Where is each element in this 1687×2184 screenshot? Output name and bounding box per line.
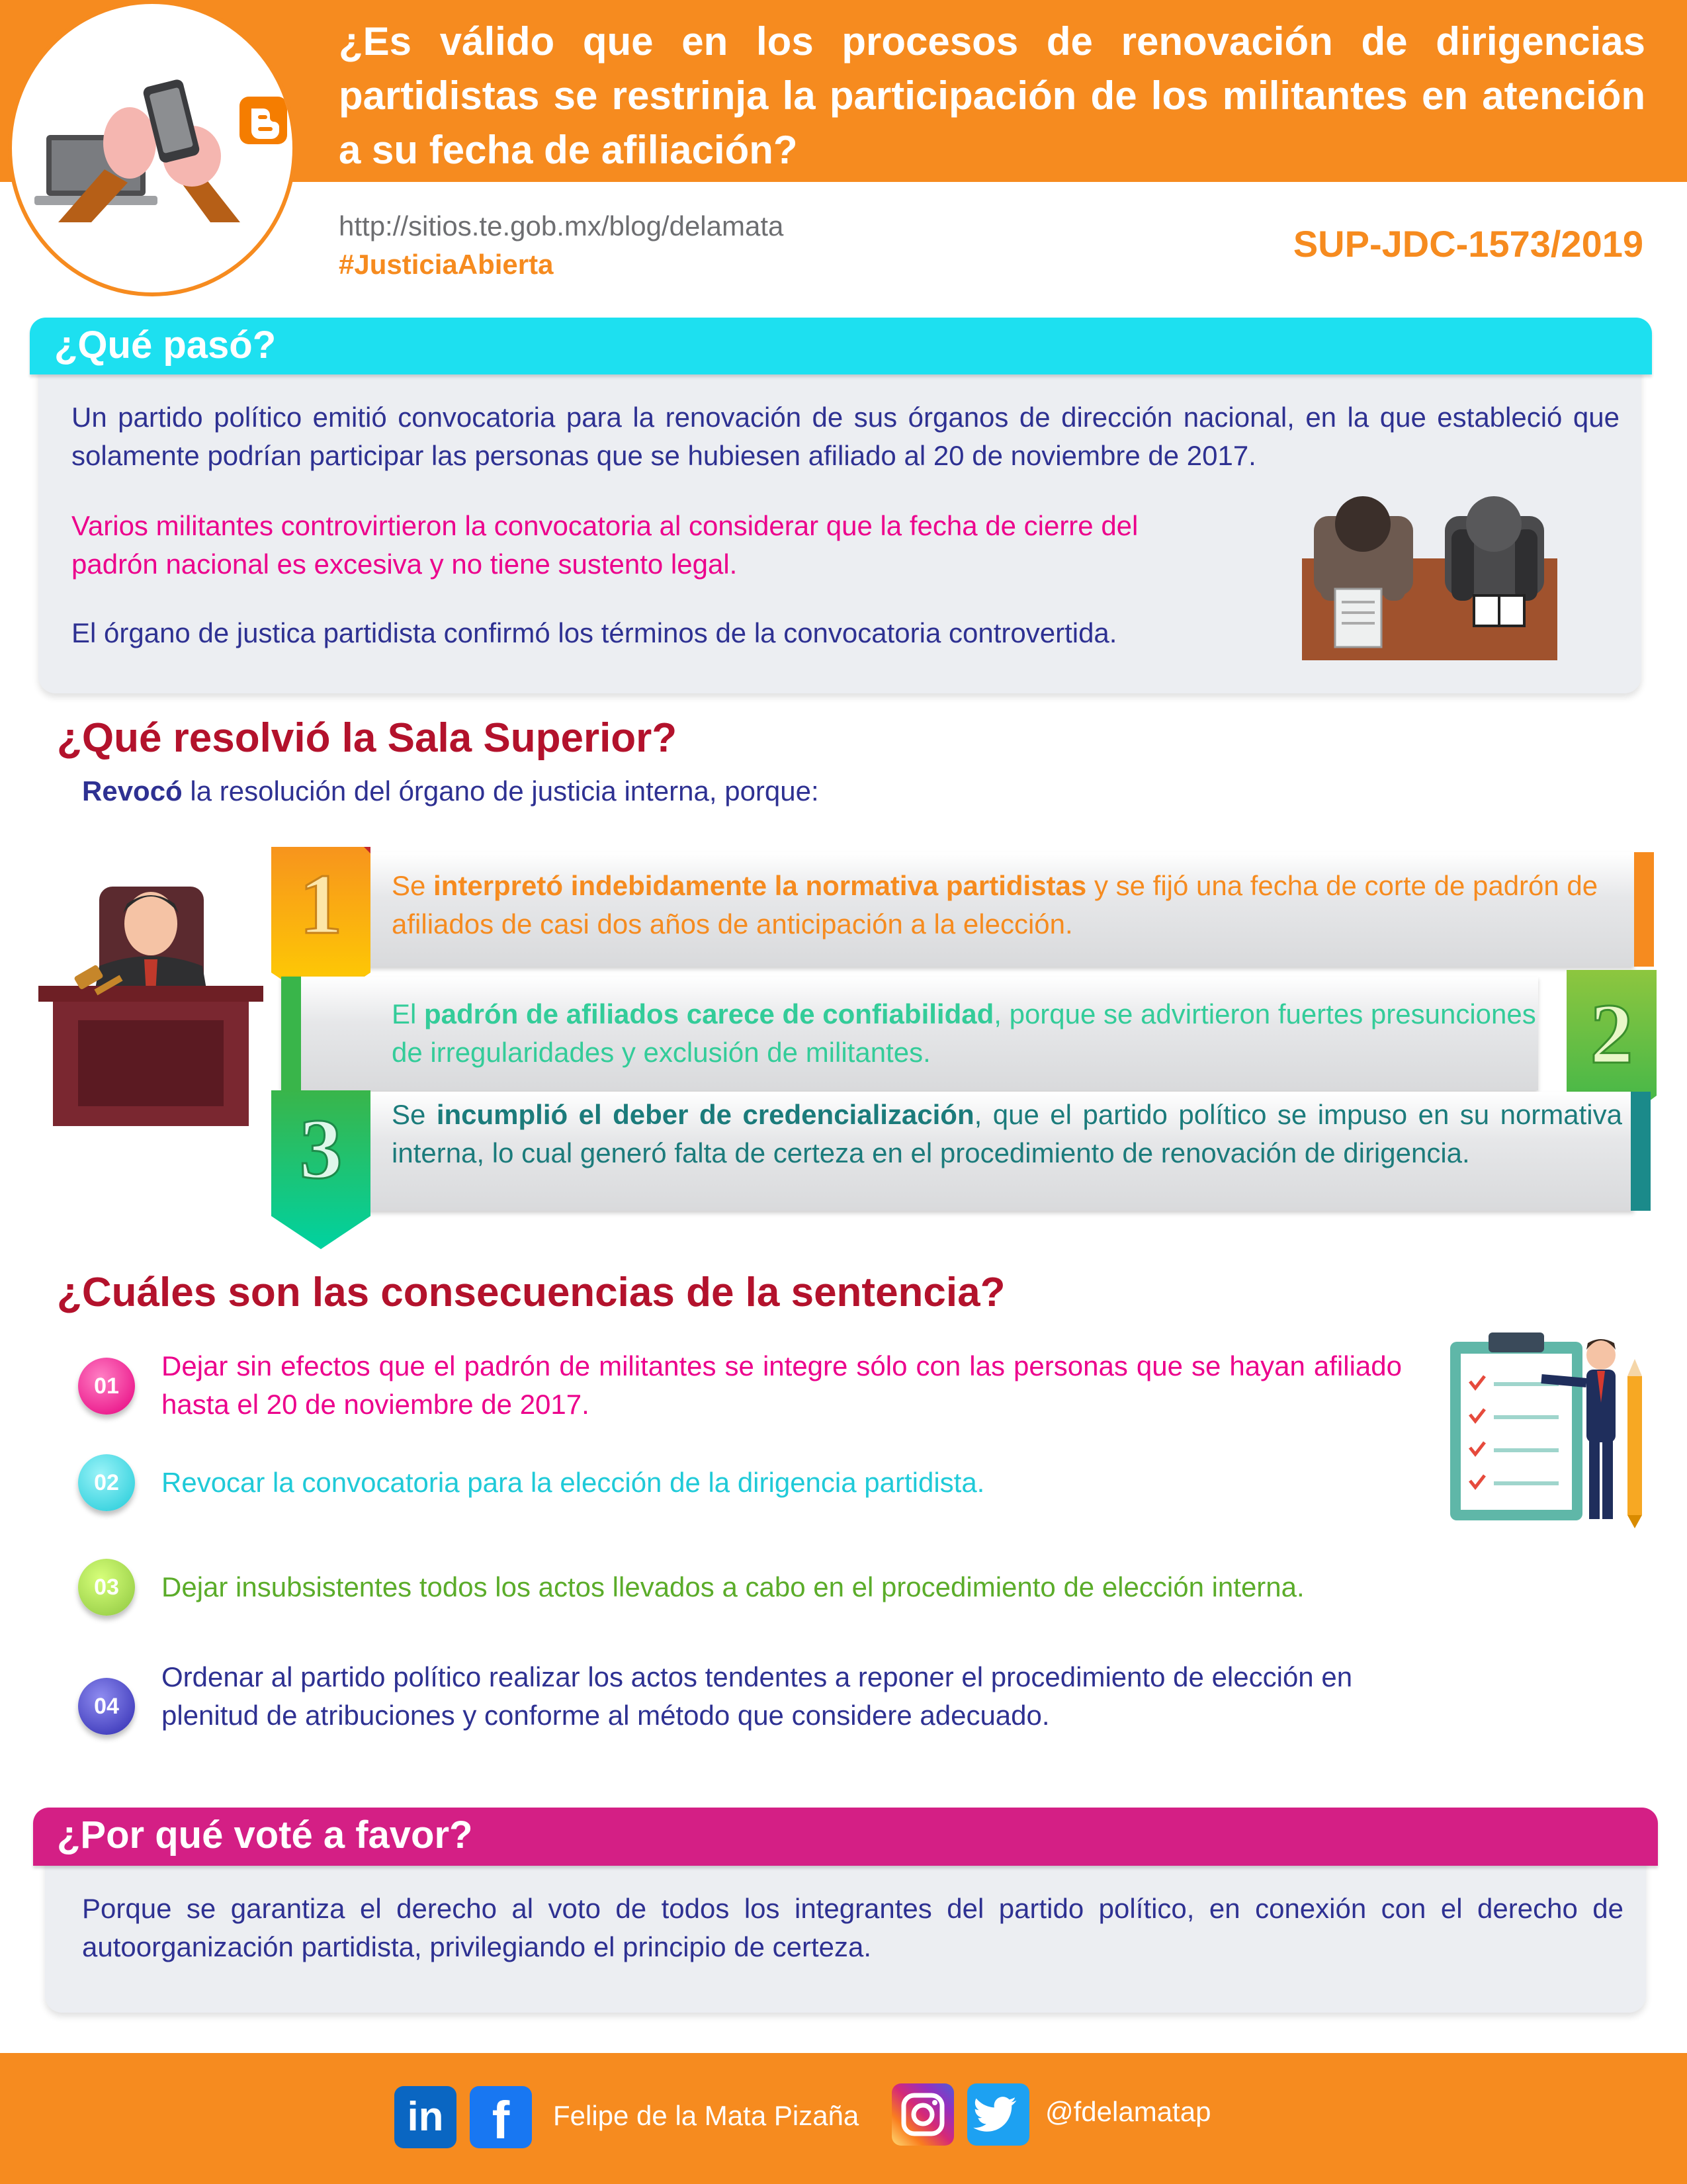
blog-url[interactable]: http://sitios.te.gob.mx/blog/delamata [339,210,784,241]
resolucion-title: ¿Qué resolvió la Sala Superior? [57,715,677,761]
reason-1-accent [1634,852,1654,967]
reason-2-bold: padrón de afiliados carece de confiabilidad [424,998,994,1029]
consecuencias-title: ¿Cuáles son las consecuencias de la sentencia? [57,1270,1006,1315]
linkedin-icon[interactable]: in [394,2086,456,2148]
reason-2-post: , porque se advirtieron fuertes presunciones de irregularidades y exclusión de militantes. [392,998,1536,1068]
twitter-icon[interactable] [967,2083,1029,2146]
reason-3-bold: incumplió el deber de credencialización [436,1099,974,1130]
reason-1-pre: Se [392,870,434,901]
number-3-banner-icon [271,1090,370,1249]
reason-3-number: 3 [299,1102,343,1197]
resolucion-intro [82,775,819,807]
consequence-4-badge: 04 [78,1678,135,1735]
consequence-3-text: Dejar insubsistentes todos los actos llevados a cabo en el procedimiento de elección interna. [161,1571,1305,1602]
people-at-desk-icon [1297,490,1561,663]
reason-2-accent [281,977,301,1090]
case-number: SUP-JDC-1573/2019 [1293,223,1643,265]
consequence-1-badge: 01 [78,1358,135,1415]
reason-3-text [392,1096,1622,1172]
instagram-icon[interactable] [892,2083,954,2146]
resolucion-intro-bold: Revocó [82,775,183,807]
que-paso-paragraph-1: Un partido político emitió convocatoria para la renovación de sus órganos de dirección nacional, en la que estableció que solamente podrían participar las personas que se hubiesen afiliado al 20 de noviembre de 2017. [71,402,1620,471]
resolucion-intro-text: la resolución del órgano de justicia interna, porque: [182,775,819,807]
footer-handle[interactable]: @fdelamatap [1045,2096,1211,2127]
facebook-icon[interactable]: f [470,2086,532,2148]
voto-text: Porque se garantiza el derecho al voto de todos los integrantes del partido político, en conexión con el derecho de autoorganización partidista, privilegiando el principio de certeza. [82,1893,1623,1962]
checklist-presenter-icon [1422,1317,1661,1542]
reason-3-post: , que el partido político se impuso en su normativa interna, lo cual generó falta de certeza en el procedimiento de renovación de dirigencia. [392,1099,1622,1168]
reason-1-text [392,867,1622,943]
page-title: ¿Es válido que en los procesos de renovación de dirigencias partidistas se restrinja la participación de los militantes en atención a su fecha de afiliación? [339,19,1645,172]
hashtag: #JusticiaAbierta [339,249,554,280]
laptop-phone-blogger-icon [12,4,296,296]
que-paso-title: ¿Qué pasó? [54,324,277,367]
que-paso-paragraph-3: El órgano de justica partidista confirmó los términos de la convocatoria controvertida. [71,617,1117,648]
reason-3-pre: Se [392,1099,437,1130]
consequence-2-badge: 02 [78,1454,135,1511]
reason-1-bold: interpretó indebidamente la normativa partidistas [433,870,1087,901]
reason-1-post: y se fijó una fecha de corte de padrón de afiliados de casi dos años de anticipación a la elección. [392,870,1598,939]
reason-2-number: 2 [1590,986,1633,1082]
judge-icon [38,880,263,1126]
consequence-3-badge: 03 [78,1559,135,1616]
instagram-glyph [892,2083,954,2146]
reason-3-accent [1631,1092,1651,1211]
consequence-4-text: Ordenar al partido político realizar los actos tendentes a reponer el procedimiento de elección en plenitud de atribuciones y conforme al método que considere adecuado. [161,1661,1353,1731]
footer-name: Felipe de la Mata Pizaña [553,2100,859,2131]
blog-illustration [8,0,296,296]
reason-2-text [392,995,1556,1072]
twitter-glyph [967,2083,1029,2146]
consequence-1-text: Dejar sin efectos que el padrón de militantes se integre sólo con las personas que se hayan afiliado hasta el 20 de noviembre de 2017. [161,1350,1402,1420]
voto-title: ¿Por qué voté a favor? [57,1813,473,1856]
reason-1-number: 1 [299,857,343,952]
consequence-2-text: Revocar la convocatoria para la elección de la dirigencia partidista. [161,1467,985,1498]
que-paso-paragraph-2: Varios militantes controvirtieron la convocatoria al considerar que la fecha de cierre del padrón nacional es excesiva y no tiene sustento legal. [71,510,1139,580]
reason-2-pre: El [392,998,425,1029]
